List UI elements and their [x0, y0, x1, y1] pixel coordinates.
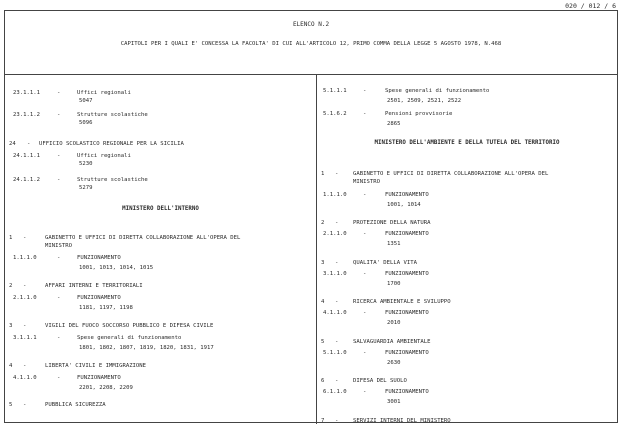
list-subtitle: CAPITOLI PER I QUALI E' CONCESSA LA FACOLTA' DI CUI ALL'ARTICOLO 12, PRIMO COMMA DELLA LEGGE 5 AGOSTO 1978, N.468: [120, 41, 502, 47]
entry-dash: -: [335, 171, 339, 177]
entry-label: Strutture scolastiche: [77, 112, 148, 118]
entry-dash: -: [335, 378, 339, 384]
entry-dash: -: [335, 220, 339, 226]
entry-dash: -: [335, 339, 339, 345]
entry-chapters: 5279: [79, 185, 93, 191]
page-number: 020 / 012 / 6: [565, 2, 616, 10]
entry-dash: -: [363, 271, 367, 277]
entry-label: PROTEZIONE DELLA NATURA: [353, 220, 431, 226]
entry-chapters: 3001: [387, 399, 401, 405]
entry-label: Uffici regionali: [77, 90, 131, 96]
ministry-heading: MINISTERO DELL'INTERNO: [122, 206, 199, 212]
entry-code: 3.1.1.0: [323, 271, 347, 277]
entry-label: Strutture scolastiche: [77, 177, 148, 183]
entry-code: 24.1.1.1: [13, 153, 40, 159]
entry-code: 1.1.1.0: [13, 255, 37, 261]
entry-dash: -: [57, 90, 61, 96]
entry-dash: -: [363, 231, 367, 237]
entry-dash: -: [23, 363, 27, 369]
entry-code: 5: [321, 339, 325, 345]
entry-label: SERVIZI INTERNI DEL MINISTERO: [353, 418, 451, 424]
entry-label: LIBERTA' CIVILI E IMMIGRAZIONE: [45, 363, 147, 369]
entry-code: 6.1.1.0: [323, 389, 347, 395]
entry-code: 24: [9, 141, 16, 147]
entry-code: 3: [321, 260, 325, 266]
entry-chapters: 2630: [387, 360, 401, 366]
document-header: [5, 11, 617, 75]
entry-label: RICERCA AMBIENTALE E SVILUPPO: [353, 299, 451, 305]
entry-label: FUNZIONAMENTO: [385, 271, 429, 277]
entry-label: FUNZIONAMENTO: [385, 231, 429, 237]
entry-dash: -: [363, 389, 367, 395]
entry-dash: -: [57, 177, 61, 183]
entry-dash: -: [57, 255, 61, 261]
entry-code: 3.1.1.1: [13, 335, 37, 341]
entry-label: FUNZIONAMENTO: [77, 295, 121, 301]
entry-dash: -: [23, 402, 27, 408]
entry-dash: -: [335, 418, 339, 424]
entry-dash: -: [27, 141, 31, 147]
entry-dash: -: [57, 295, 61, 301]
entry-code: 1: [321, 171, 325, 177]
entry-code: 4: [9, 363, 13, 369]
entry-code: 5.1.1.0: [323, 350, 347, 356]
entry-code: 23.1.1.2: [13, 112, 40, 118]
entry-dash: -: [363, 310, 367, 316]
entry-label: FUNZIONAMENTO: [77, 255, 121, 261]
entry-code: 4.1.1.0: [323, 310, 347, 316]
entry-dash: -: [363, 88, 367, 94]
entry-code: 5.1.6.2: [323, 111, 347, 117]
entry-label: Uffici regionali: [77, 153, 131, 159]
entry-dash: -: [335, 260, 339, 266]
entry-chapters: 1700: [387, 281, 401, 287]
entry-code: 2: [9, 283, 13, 289]
entry-code: 5.1.1.1: [323, 88, 347, 94]
entry-label: FUNZIONAMENTO: [385, 310, 429, 316]
entry-code: 2.1.1.0: [323, 231, 347, 237]
column-divider: [316, 75, 317, 424]
entry-chapters: 1181, 1197, 1198: [79, 305, 133, 311]
entry-code: 4: [321, 299, 325, 305]
entry-code: 3: [9, 323, 13, 329]
entry-chapters: 5047: [79, 98, 93, 104]
entry-label: FUNZIONAMENTO: [385, 389, 429, 395]
entry-dash: -: [23, 235, 27, 241]
entry-chapters: 2010: [387, 320, 401, 326]
entry-label: SALVAGUARDIA AMBIENTALE: [353, 339, 431, 345]
entry-code: 24.1.1.2: [13, 177, 40, 183]
entry-chapters: 2501, 2509, 2521, 2522: [387, 98, 462, 104]
entry-label: FUNZIONAMENTO: [385, 192, 429, 198]
entry-code: 2: [321, 220, 325, 226]
entry-label: Spese generali di funzionamento: [385, 88, 490, 94]
entry-dash: -: [57, 112, 61, 118]
list-title: ELENCO N.2: [292, 21, 330, 28]
entry-label-continued: MINISTRO: [45, 243, 72, 249]
entry-dash: -: [335, 299, 339, 305]
entry-code: 1.1.1.0: [323, 192, 347, 198]
entry-dash: -: [363, 111, 367, 117]
entry-label: PUBBLICA SICUREZZA: [45, 402, 106, 408]
entry-chapters: 1001, 1014: [387, 202, 421, 208]
entry-dash: -: [363, 350, 367, 356]
entry-code: 4.1.1.0: [13, 375, 37, 381]
entry-code: 1: [9, 235, 13, 241]
entry-chapters: 1801, 1802, 1807, 1819, 1820, 1831, 1917: [79, 345, 214, 351]
entry-code: 5: [9, 402, 13, 408]
entry-chapters: 1351: [387, 241, 401, 247]
entry-dash: -: [23, 323, 27, 329]
entry-label: FUNZIONAMENTO: [77, 375, 121, 381]
entry-label: GABINETTO E UFFICI DI DIRETTA COLLABORAZIONE ALL'OPERA DEL: [45, 235, 241, 241]
entry-chapters: 5230: [79, 161, 93, 167]
entry-label: Pensioni provvisorie: [385, 111, 453, 117]
ministry-heading: MINISTERO DELL'AMBIENTE E DELLA TUTELA DEL TERRITORIO: [374, 140, 560, 146]
entry-code: 2.1.1.0: [13, 295, 37, 301]
entry-dash: -: [23, 283, 27, 289]
entry-label: QUALITA' DELLA VITA: [353, 260, 417, 266]
entry-label: GABINETTO E UFFICI DI DIRETTA COLLABORAZIONE ALL'OPERA DEL: [353, 171, 549, 177]
entry-chapters: 5096: [79, 120, 93, 126]
document-frame: [4, 10, 618, 423]
entry-dash: -: [57, 335, 61, 341]
entry-label: DIFESA DEL SUOLO: [353, 378, 407, 384]
entry-label: FUNZIONAMENTO: [385, 350, 429, 356]
entry-chapters: 1001, 1013, 1014, 1015: [79, 265, 154, 271]
entry-dash: -: [57, 375, 61, 381]
entry-code: 23.1.1.1: [13, 90, 40, 96]
entry-label: VIGILI DEL FUOCO SOCCORSO PUBBLICO E DIFESA CIVILE: [45, 323, 214, 329]
entry-label: Spese generali di funzionamento: [77, 335, 182, 341]
entry-code: 7: [321, 418, 325, 424]
entry-dash: -: [363, 192, 367, 198]
entry-code: 6: [321, 378, 325, 384]
entry-chapters: 2865: [387, 121, 401, 127]
entry-dash: -: [57, 153, 61, 159]
entry-label-continued: MINISTRO: [353, 179, 380, 185]
entry-label: UFFICIO SCOLASTICO REGIONALE PER LA SICILIA: [39, 141, 184, 147]
entry-label: AFFARI INTERNI E TERRITORIALI: [45, 283, 143, 289]
entry-chapters: 2201, 2208, 2209: [79, 385, 133, 391]
